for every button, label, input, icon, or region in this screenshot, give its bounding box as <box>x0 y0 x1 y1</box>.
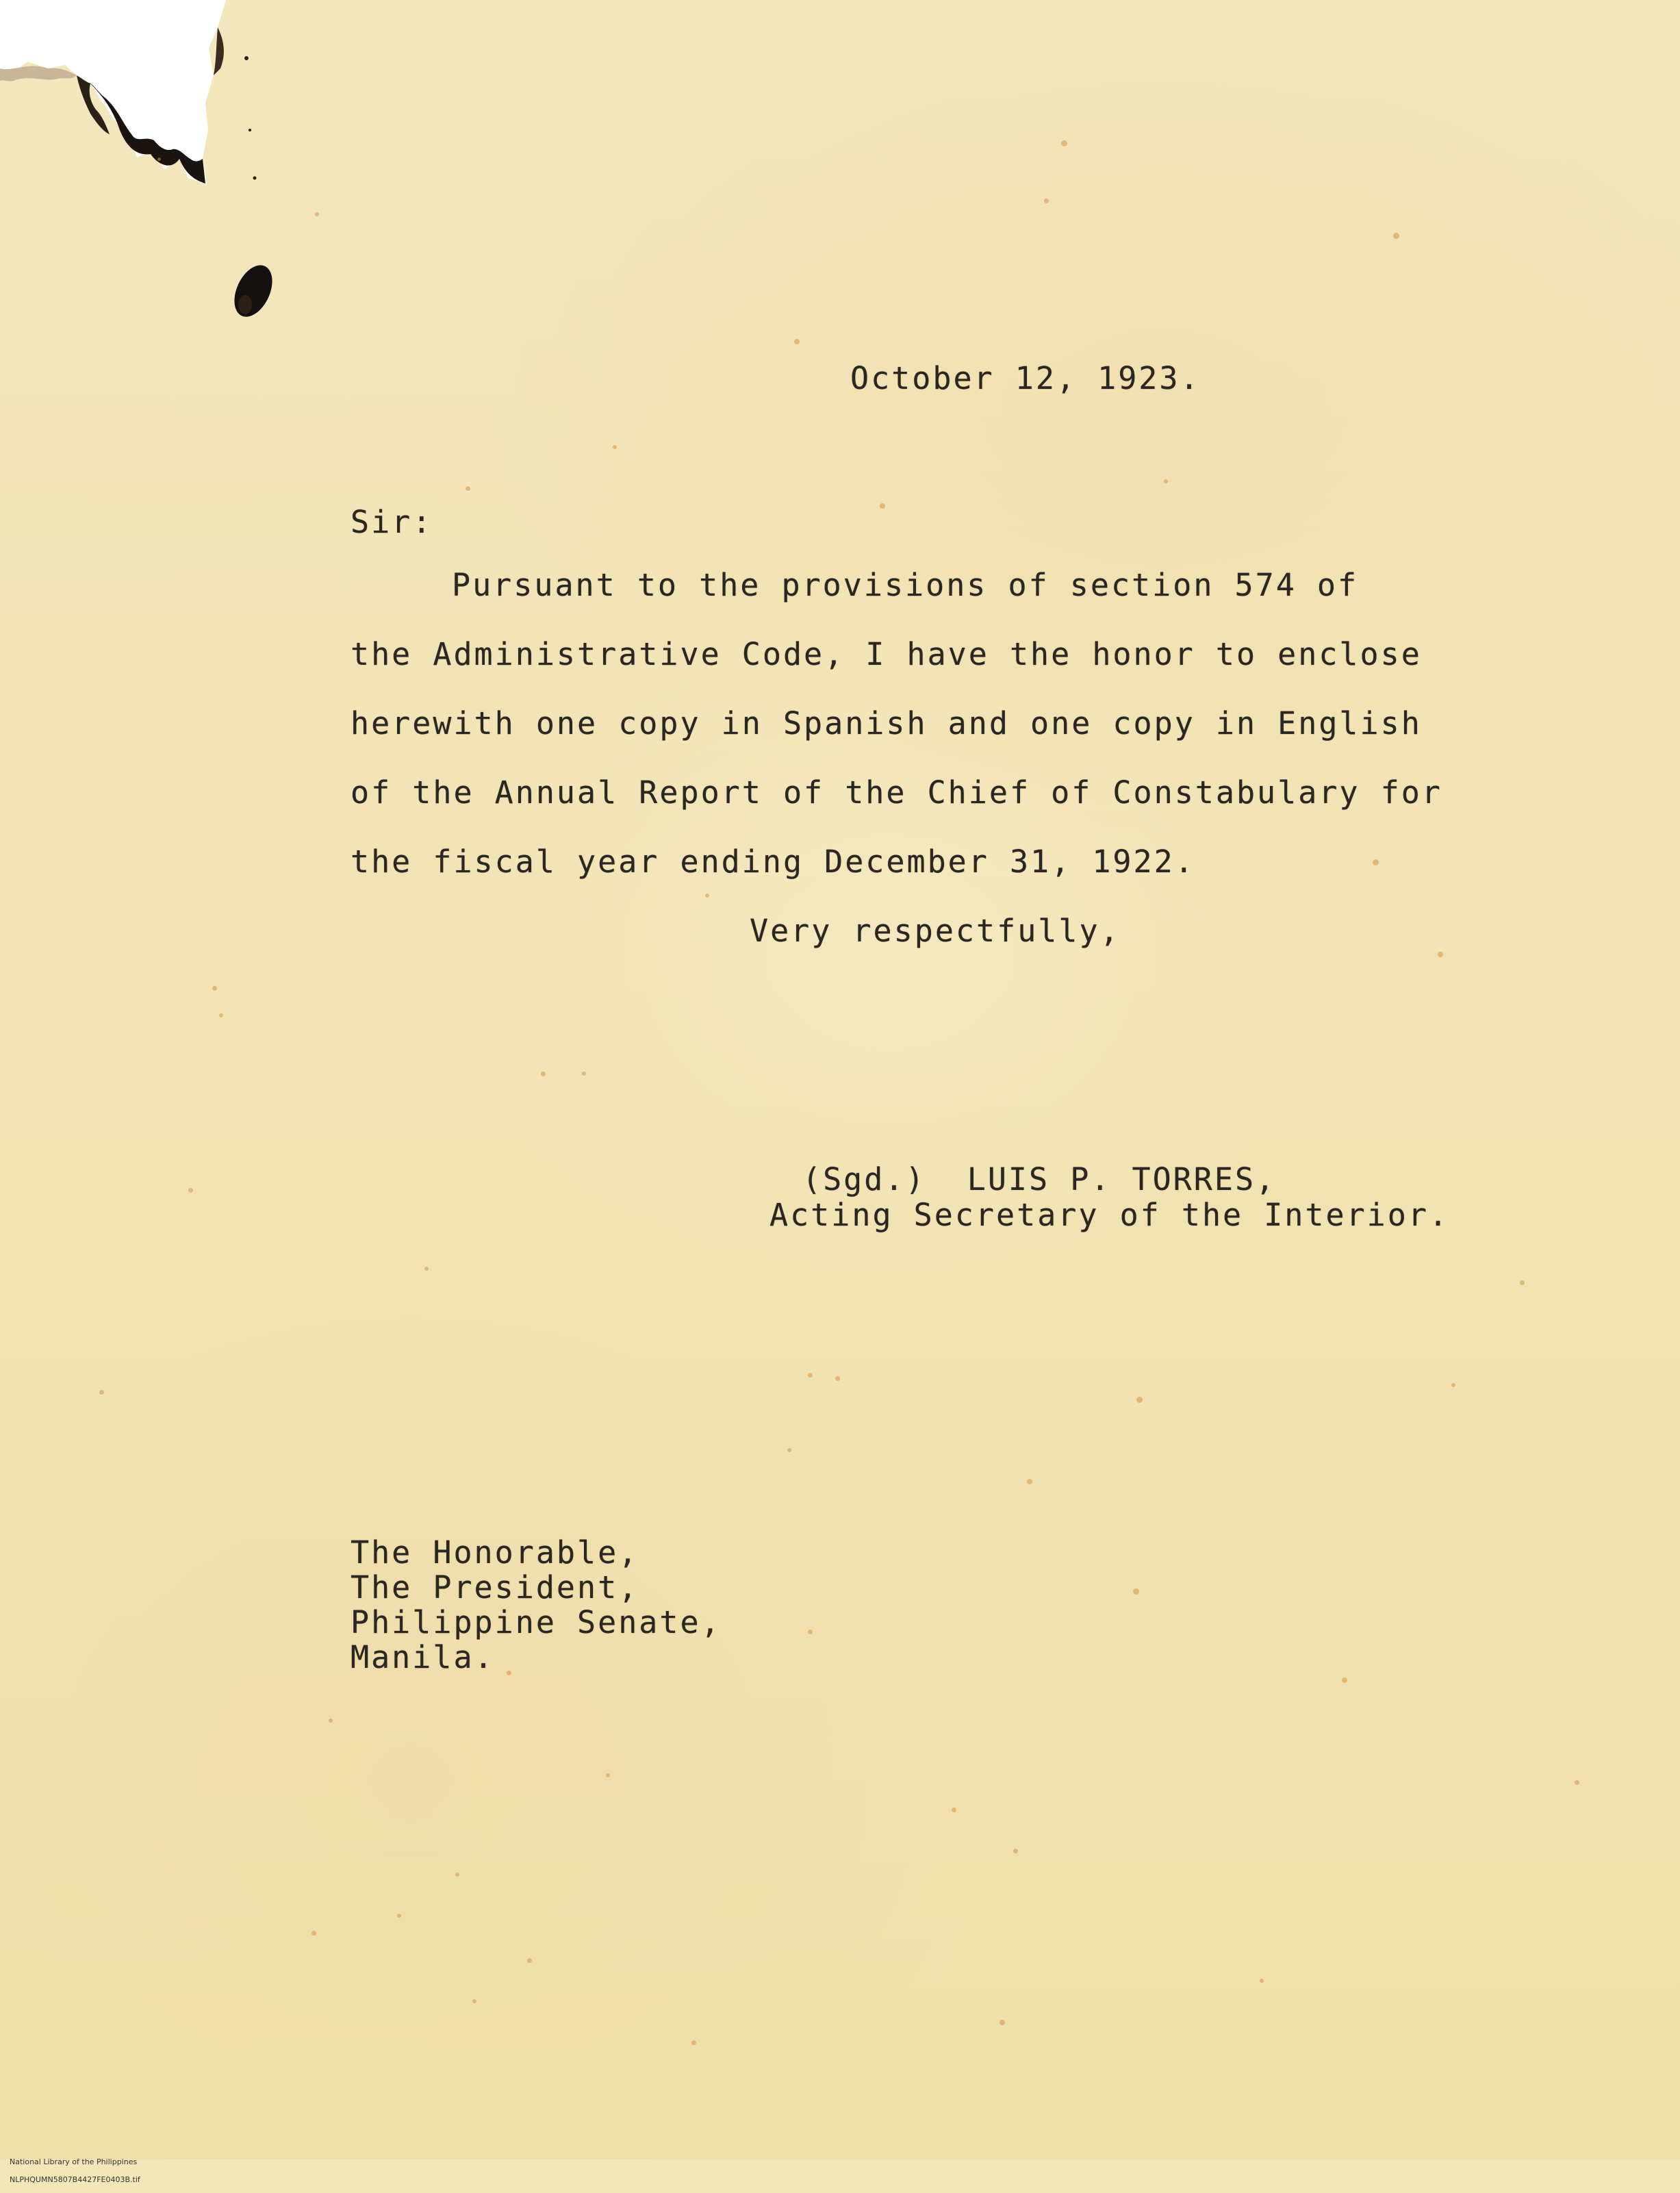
letter-date: October 12, 1923. <box>850 360 1201 396</box>
letter-body-line: Pursuant to the provisions of section 574 of <box>452 567 1359 603</box>
burn-damage-mark <box>0 0 288 342</box>
addressee-line: The Honorable, <box>351 1534 639 1571</box>
addressee-line: The President, <box>351 1569 639 1606</box>
archive-label: National Library of the Philippines <box>10 2157 138 2166</box>
scan-file-name: NLPHQUMN5807B4427FE0403B.tif <box>10 2175 140 2184</box>
letter-body-line: the fiscal year ending December 31, 1922. <box>351 844 1195 880</box>
letter-body-line: herewith one copy in Spanish and one copy in English <box>351 705 1422 741</box>
letter-body-line: of the Annual Report of the Chief of Constabulary for <box>351 774 1442 811</box>
letter-body-line: the Administrative Code, I have the honor to enclose <box>351 636 1422 672</box>
letter-closing: Very respectfully, <box>750 913 1121 949</box>
signature-line: (Sgd.) LUIS P. TORRES, <box>802 1161 1277 1197</box>
letter-salutation: Sir: <box>351 504 433 540</box>
addressee-line: Philippine Senate, <box>351 1604 722 1640</box>
addressee-line: Manila. <box>351 1639 495 1675</box>
archive-footer <box>0 2148 140 2184</box>
signatory-title: Acting Secretary of the Interior. <box>769 1197 1450 1233</box>
